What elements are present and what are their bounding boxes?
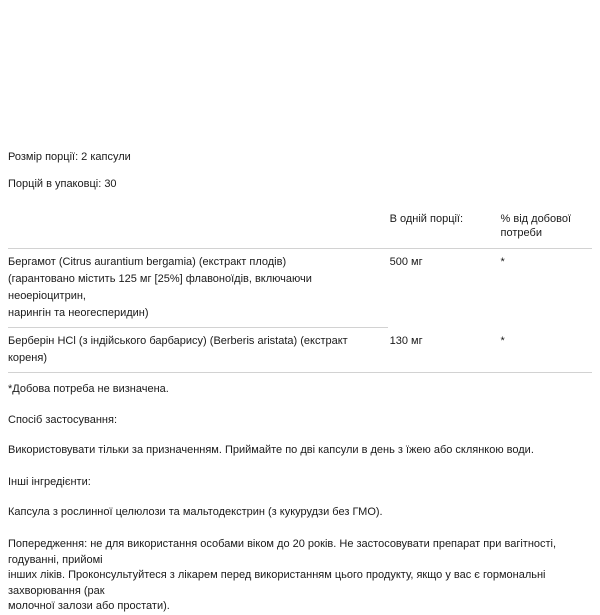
- ingredient-name: Бергамот (Citrus aurantium bergamia) (екстракт плодів): [8, 256, 287, 268]
- serving-size-line: Розмір порції: 2 капсули: [8, 151, 131, 163]
- warning-section: [8, 537, 592, 615]
- supplement-facts-table: [8, 208, 592, 373]
- warning-line-1: Попередження: не для використання особами віком до 20 років. Не застосовувати препарат при вагітності, годуванні, прийомі: [8, 538, 557, 566]
- servings-per-container-line: Порцій в упаковці: 30: [8, 178, 117, 190]
- ingredient-name-detail: [8, 271, 388, 328]
- column-header-daily-value: % від добової потреби: [499, 208, 592, 249]
- usage-heading: Спосіб застосування:: [8, 414, 118, 426]
- other-ingredients-heading: Інші інгредієнти:: [8, 476, 91, 488]
- ingredient-amount: 500 мг: [389, 256, 423, 268]
- other-ingredients-section: [8, 475, 592, 520]
- other-ingredients-text: Капсула з рослинної целюлози та мальтодекстрин (з кукурудзи без ГМО).: [8, 506, 383, 518]
- column-header-name: [8, 208, 388, 249]
- column-header-amount: В одній порції:: [388, 208, 499, 249]
- table-row: [8, 328, 592, 373]
- table-row: [8, 249, 592, 272]
- daily-value-footnote: *Добова потреба не визначена.: [8, 383, 169, 395]
- ingredient-daily-value: *: [499, 328, 592, 373]
- ingredient-daily-value: *: [500, 256, 505, 268]
- ingredient-amount: 130 мг: [388, 328, 499, 373]
- warning-line-3: молочної залози або простати).: [8, 600, 170, 612]
- ingredient-detail-line-2: нарингін та неогесперидин): [8, 307, 149, 319]
- usage-text: Використовувати тільки за призначенням. Приймайте по дві капсули в день з їжею або склянкою води.: [8, 444, 534, 456]
- ingredient-detail-line-1: (гарантовано містить 125 мг [25%] флавоноїдів, включаючи неоеріоцитрин,: [8, 273, 312, 302]
- usage-section: [8, 413, 592, 458]
- ingredient-name: Берберін HCl (з індійського барбарису) (Berberis aristata) (екстракт кореня): [8, 328, 388, 373]
- table-header-row: [8, 208, 592, 249]
- warning-line-2: інших ліків. Проконсультуйтеся з лікарем перед використанням цього продукту, якщо у вас є гормональні захворювання (рак: [8, 569, 546, 597]
